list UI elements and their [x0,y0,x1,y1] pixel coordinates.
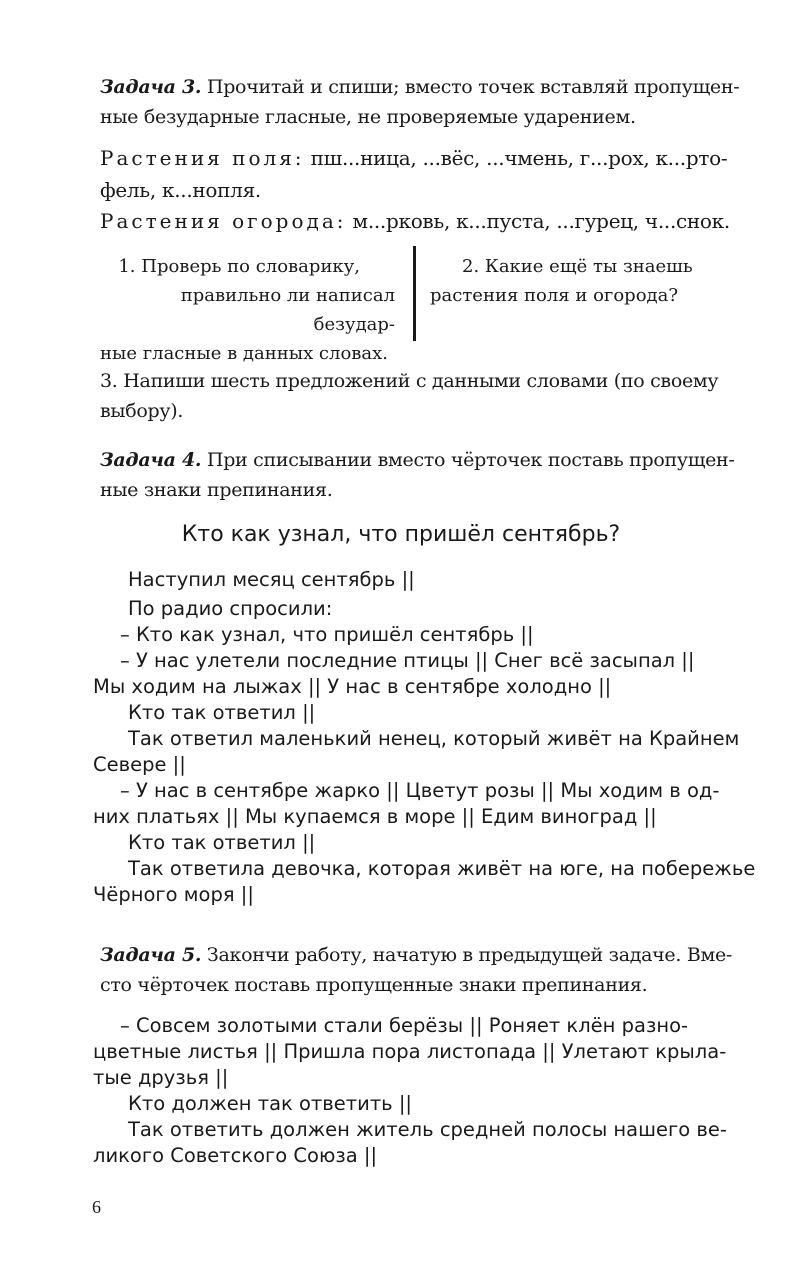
story-line: Мы ходим на лыжах || У нас в сентябре холодно || [93,675,612,698]
story-line: цветные листья || Пришла пора листопада || Улетают крыла- [93,1040,727,1063]
task5-label: Задача 5. [100,944,202,966]
field-plants-label: Растения поля: [100,146,305,170]
task5-instruction: Задача 5. Закончи работу, начатую в предыдущей задаче. Вме- сто чёрточек поставь пропущенные знаки препинания. [100,944,733,996]
task3-instruction: Задача 3. Прочитай и спиши; вместо точек вставляй пропущен- ные безударные гласные, не проверяемые ударением. [100,76,740,128]
task4-label: Задача 4. [100,449,202,471]
story-line: них платьях || Мы купаемся в море || Едим виноград || [93,805,657,828]
story-line: Так ответил маленький ненец, который живёт на Крайнем [128,727,740,750]
story-line: Наступил месяц сентябрь || [128,568,415,591]
story-line: Кто должен так ответить || [128,1092,413,1115]
story-title: Кто как узнал, что пришёл сентябрь? [181,522,621,547]
story-line: – У нас улетели последние птицы || Снег всё засыпал || [120,649,695,672]
story-line: Чёрного моря || [93,883,254,906]
story-line: – У нас в сентябре жарко || Цветут розы || Мы ходим в од- [120,779,720,802]
story-line: Так ответила девочка, которая живёт на юге, на побережье [128,857,756,880]
question-3: 3. Напиши шесть предложений с данными словами (по своему выбору). [100,370,719,422]
story-line: Кто так ответил || [128,831,316,854]
task3-label: Задача 3. [100,76,202,98]
garden-plants: Растения огорода: м...рковь, к...пуста, ...гурец, ч...снок. [100,209,730,233]
story-line: Так ответить должен житель средней полосы нашего ве- [128,1118,727,1141]
story-line: По радио спросили: [128,597,333,620]
column-divider [413,246,416,341]
story-line: Кто так ответил || [128,701,316,724]
story-line: – Совсем золотыми стали берёзы || Роняет клён разно- [120,1014,689,1037]
story-line: Севере || [93,753,186,776]
story-line: – Кто как узнал, что пришёл сентябрь || [120,623,534,646]
question-1: 1. Проверь по словарику, правильно ли написал безудар- ные гласные в данных словах. [100,256,395,364]
task4-instruction: Задача 4. При списывании вместо чёрточек поставь пропущен- ные знаки препинания. [100,449,735,501]
question-2: 2. Какие ещё ты знаешь растения поля и огорода? [430,256,693,306]
page-number: 6 [92,1197,101,1217]
story-line: тые друзья || [93,1066,229,1089]
field-plants: Растения поля: пш...ница, ...вёс, ...чмень, г...рох, к...рто- фель, к...нопля. [100,146,728,202]
story-line: ликого Советского Союза || [93,1144,378,1167]
garden-plants-label: Растения огорода: [100,209,347,233]
